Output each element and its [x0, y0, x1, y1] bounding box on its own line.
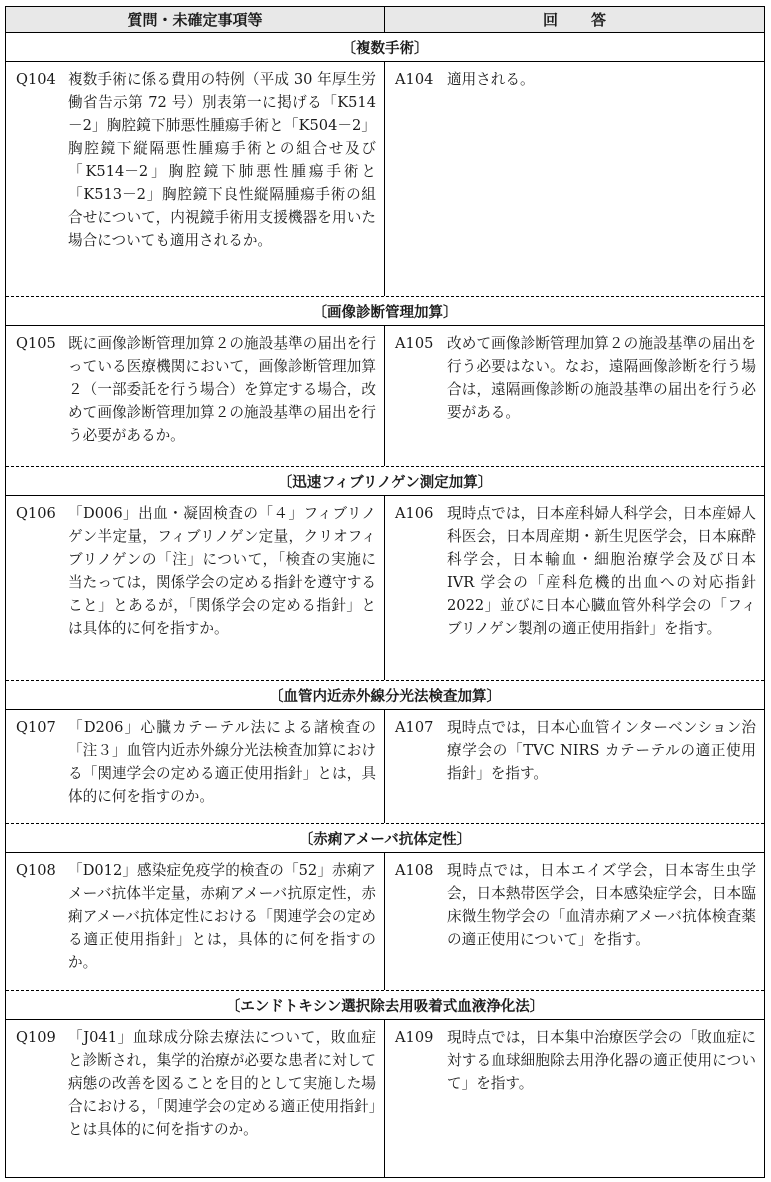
answer-cell [385, 326, 764, 466]
section-fibrinogen [6, 466, 764, 680]
answer-text: 現時点では，日本産科婦人科学会，日本産婦人科医会，日本周産期・新生児医学会，日本麻酔科学会，日本輸血・細胞治療学会及び日本 IVR 学会の「産科危機的出血への対応指針 2022」並びに日本心臓血管外科学会の「フィブリノゲン製剤の適正使用指針」を指す。 [447, 505, 756, 637]
answer-cell [385, 62, 764, 296]
question-text: 「D206」心臓カテーテル法による諸検査の「注３」血管内近赤外線分光法検査加算における「関連学会の定める適正使用指針」とは，具体的に何を指すのか。 [68, 719, 376, 805]
question-text: 「D012」感染症免疫学的検査の「52」赤痢アメーバ抗体半定量，赤痢アメーバ抗原定性，赤痢アメーバ抗体定性における「関連学会の定める適正使用指針」とは，具体的に何を指すのか。 [68, 862, 376, 971]
section-endotoxin [6, 990, 764, 1178]
answer-cell [385, 1020, 764, 1178]
question-number: Q104 [16, 71, 56, 88]
answer-cell [385, 853, 764, 990]
answer-text: 現時点では，日本集中治療医学会の「敗血症に対する血球細胞除去用浄化器の適正使用について」を指す。 [447, 1029, 756, 1092]
section-image-diagnosis [6, 296, 764, 466]
question-number: Q105 [16, 335, 56, 352]
section-title: 〔エンドトキシン選択除去用吸着式血液浄化法〕 [6, 991, 764, 1020]
question-number: Q108 [16, 862, 56, 879]
qa-table [5, 6, 765, 1178]
header-answer: 回答 [542, 11, 639, 29]
header-question: 質問・未確定事項等 [6, 7, 385, 32]
answer-cell [385, 710, 764, 823]
section-title: 〔画像診断管理加算〕 [6, 297, 764, 326]
question-text: 複数手術に係る費用の特例（平成 30 年厚生労働省告示第 72 号）別表第一に掲げる「K514－2」胸腔鏡下肺悪性腫瘍手術と「K504－2」胸腔鏡下縦隔悪性腫瘍手術との組合せ及び「K514－2」胸腔鏡下肺悪性腫瘍手術と「K513－2」胸腔鏡下良性縦隔腫瘍手術の組合せについて，内視鏡手術用支援機器を用いた場合についても適用されるか。 [68, 71, 376, 249]
answer-number: A105 [395, 335, 434, 352]
section-nirs [6, 680, 764, 823]
section-title: 〔赤痢アメーバ抗体定性〕 [6, 824, 764, 853]
section-title: 〔複数手術〕 [6, 33, 764, 62]
question-cell [6, 710, 385, 823]
question-cell [6, 853, 385, 990]
answer-text: 適用される。 [447, 71, 535, 88]
section-multiple-surgery [6, 33, 764, 296]
question-text: 既に画像診断管理加算２の施設基準の届出を行っている医療機関において，画像診断管理加算２（一部委託を行う場合）を算定する場合，改めて画像診断管理加算２の施設基準の届出を行う必要があるか。 [68, 335, 376, 444]
section-title: 〔血管内近赤外線分光法検査加算〕 [6, 681, 764, 710]
question-cell [6, 326, 385, 466]
answer-text: 現時点では，日本エイズ学会，日本寄生虫学会，日本熱帯医学会，日本感染症学会，日本臨床微生物学会の「血清赤痢アメーバ抗体検査薬の適正使用について」を指す。 [447, 862, 756, 948]
answer-number: A108 [395, 862, 434, 879]
answer-number: A109 [395, 1029, 434, 1046]
answer-text: 改めて画像診断管理加算２の施設基準の届出を行う必要はない。なお，遠隔画像診断を行う場合は，遠隔画像診断の施設基準の届出を行う必要がある。 [447, 335, 756, 421]
section-amoeba [6, 823, 764, 990]
table-header [6, 7, 764, 33]
question-text: 「D006」出血・凝固検査の「４」フィブリノゲン半定量，フィブリノゲン定量，クリオフィブリノゲンの「注」について，「検査の実施に当たっては，関係学会の定める指針を遵守すること」とあるが，「関係学会の定める指針」とは具体的に何を指すか。 [68, 505, 376, 637]
answer-text: 現時点では，日本心血管インターベンション治療学会の「TVC NIRS カテーテルの適正使用指針」を指す。 [447, 719, 756, 782]
question-number: Q107 [16, 719, 56, 736]
question-cell [6, 62, 385, 296]
section-title: 〔迅速フィブリノゲン測定加算〕 [6, 467, 764, 496]
question-text: 「J041」血球成分除去療法について，敗血症と診断され，集学的治療が必要な患者に対して病態の改善を図ることを目的として実施した場合における，「関連学会の定める適正使用指針」とは具体的に何を指すのか。 [68, 1029, 376, 1138]
question-cell [6, 496, 385, 680]
answer-number: A106 [395, 505, 434, 522]
question-cell [6, 1020, 385, 1178]
question-number: Q109 [16, 1029, 56, 1046]
answer-cell [385, 496, 764, 680]
answer-number: A107 [395, 719, 434, 736]
question-number: Q106 [16, 505, 56, 522]
answer-number: A104 [395, 71, 434, 88]
